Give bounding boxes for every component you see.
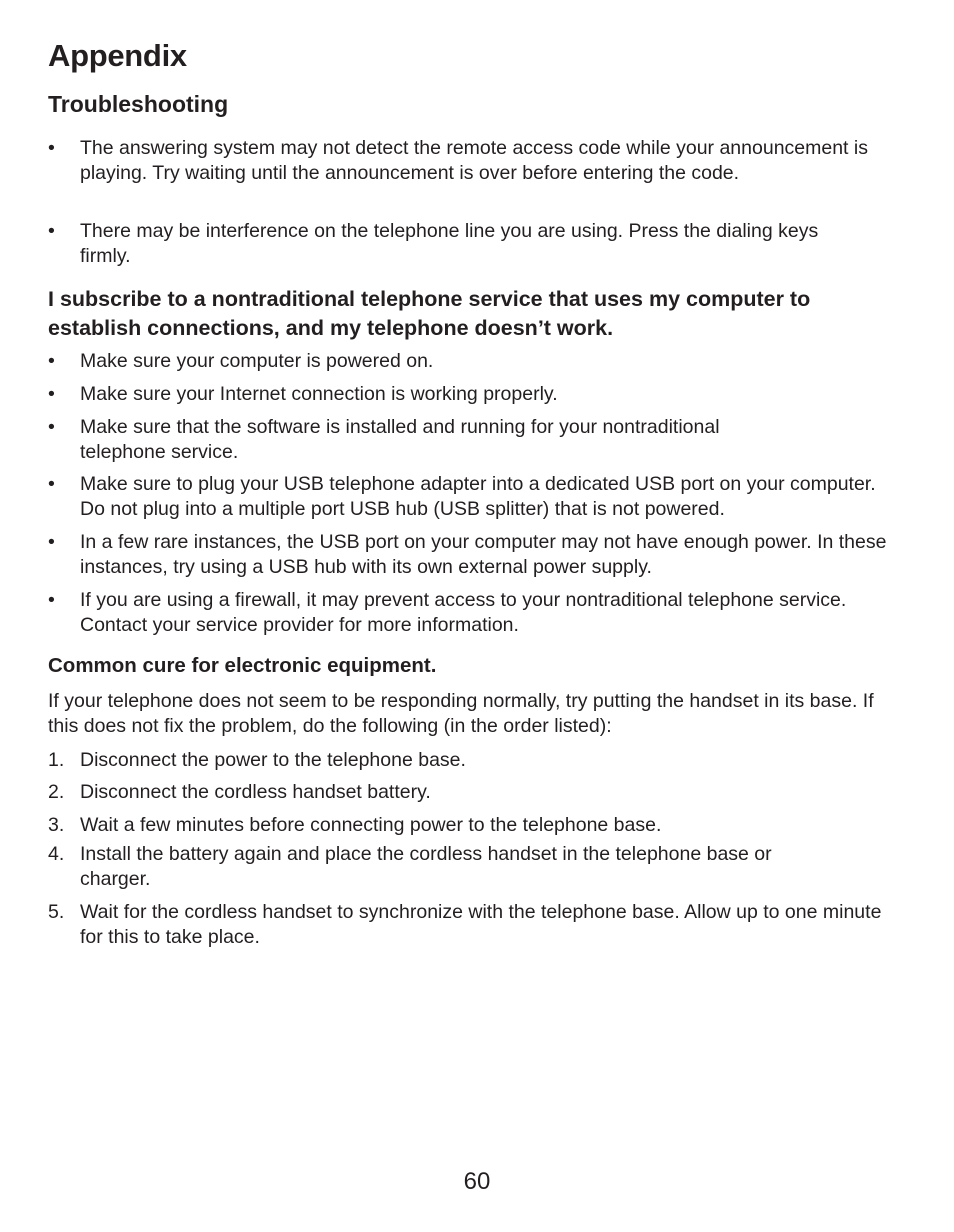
list-item xyxy=(48,382,908,407)
list-item-text: Make sure to plug your USB telephone adapter into a dedicated USB port on your computer. Do not plug into a multiple port USB hub (USB splitter) that is not powered. xyxy=(80,473,876,520)
section-title: Appendix xyxy=(48,38,187,73)
numbered-step xyxy=(48,900,908,950)
bullet-marker: • xyxy=(48,220,55,242)
bullet-marker: • xyxy=(48,383,55,405)
list-item xyxy=(48,588,908,638)
list-item-text: Make sure your Internet connection is working properly. xyxy=(80,383,558,405)
step-number: 2. xyxy=(48,781,65,803)
common-cure-intro: If your telephone does not seem to be responding normally, try putting the handset in its base. If this does not fix the problem, do the following (in the order listed): xyxy=(48,690,874,737)
numbered-step xyxy=(48,842,908,892)
list-item xyxy=(48,415,908,465)
list-item-text: There may be interference on the telephone line you are using. Press the dialing keys firmly. xyxy=(80,220,819,267)
issue-question-heading: I subscribe to a nontraditional telephone service that uses my computer to establish connections, and my telephone doesn’t work. xyxy=(48,287,811,340)
list-item xyxy=(48,349,908,374)
bullet-marker: • xyxy=(48,589,55,611)
list-item xyxy=(48,530,908,580)
list-item-text: Make sure your computer is powered on. xyxy=(80,350,434,372)
numbered-step xyxy=(48,780,908,805)
step-text: Wait for the cordless handset to synchronize with the telephone base. Allow up to one minute for this to take place. xyxy=(80,901,882,948)
step-number: 5. xyxy=(48,901,65,923)
step-text: Disconnect the power to the telephone base. xyxy=(80,749,466,771)
step-text: Wait a few minutes before connecting power to the telephone base. xyxy=(80,814,662,836)
bullet-marker: • xyxy=(48,473,55,495)
bullet-marker: • xyxy=(48,531,55,553)
list-item-text: In a few rare instances, the USB port on your computer may not have enough power. In these instances, try using a USB hub with its own external power supply. xyxy=(80,531,887,578)
step-number: 1. xyxy=(48,749,65,771)
list-item-text: The answering system may not detect the remote access code while your announcement is playing. Try waiting until the announcement is over before entering the code. xyxy=(80,137,868,184)
step-number: 4. xyxy=(48,843,65,865)
step-number: 3. xyxy=(48,814,65,836)
list-item-text: Make sure that the software is installed and running for your nontraditional telephone service. xyxy=(80,416,720,463)
numbered-step xyxy=(48,813,908,838)
list-item xyxy=(48,136,908,186)
bullet-marker: • xyxy=(48,416,55,438)
step-text: Disconnect the cordless handset battery. xyxy=(80,781,431,803)
bullet-marker: • xyxy=(48,350,55,372)
page-number: 60 xyxy=(463,1168,491,1195)
step-text: Install the battery again and place the cordless handset in the telephone base or charger. xyxy=(80,843,772,890)
subsection-title: Troubleshooting xyxy=(48,91,229,117)
numbered-step xyxy=(48,748,908,773)
list-item-text: If you are using a firewall, it may prevent access to your nontraditional telephone service. Contact your service provider for more information. xyxy=(80,589,847,636)
bullet-marker: • xyxy=(48,137,55,159)
list-item xyxy=(48,219,908,269)
list-item xyxy=(48,472,908,522)
common-cure-heading: Common cure for electronic equipment. xyxy=(48,654,437,677)
